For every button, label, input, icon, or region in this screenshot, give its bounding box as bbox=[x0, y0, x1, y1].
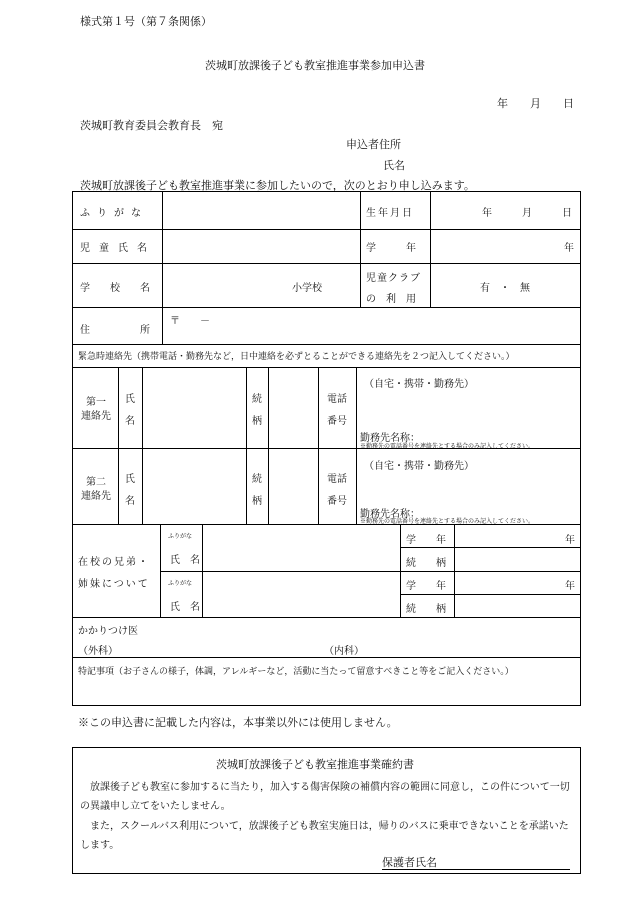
sibling2-name-field[interactable] bbox=[203, 572, 399, 616]
contact1-label-line1: 第一 bbox=[86, 397, 106, 408]
contact1-label-line2: 連絡先 bbox=[81, 411, 111, 422]
furigana-field[interactable] bbox=[163, 192, 359, 228]
sibling1-furigana-label: ふりがな bbox=[168, 533, 193, 540]
row-divider bbox=[72, 657, 581, 658]
contact2-name-field[interactable] bbox=[143, 449, 245, 523]
contact2-label-line2: 連絡先 bbox=[81, 491, 111, 502]
child-name-field[interactable] bbox=[163, 230, 359, 262]
school-suffix: 小学校 bbox=[292, 283, 322, 294]
sibling2-furigana-label: ふりがな bbox=[168, 580, 193, 587]
contact2-phone-type[interactable]: （自宅・携帯・勤務先） bbox=[364, 461, 474, 472]
name-char: 氏 bbox=[125, 474, 135, 485]
contact2-phone-label bbox=[322, 469, 352, 513]
pledge-title: 茨城町放課後子ども教室推進事業確約書 bbox=[216, 758, 414, 771]
applicant-address-label: 申込者住所 bbox=[346, 138, 401, 151]
school-label: 学 校 名 bbox=[80, 283, 150, 294]
pledge-paragraph2-line1: また，スクールバス利用について，放課後子ども教室実施日は，帰りのバスに乗車できないことを承諾いた bbox=[90, 821, 569, 832]
guardian-signature-line[interactable] bbox=[382, 869, 570, 870]
doctor-surgical-label[interactable]: （外科） bbox=[78, 646, 118, 657]
birthdate-value[interactable]: 年 月 日 bbox=[482, 208, 572, 219]
col-divider bbox=[454, 524, 455, 617]
pledge-paragraph1-line2: の異議申し立てをいたしません。 bbox=[80, 801, 231, 812]
sibling2-grade-label: 学 年 bbox=[406, 581, 446, 592]
col-divider bbox=[318, 367, 319, 524]
relation-char: 続 bbox=[252, 394, 262, 405]
contact1-name-label bbox=[123, 389, 137, 433]
row-divider bbox=[72, 263, 581, 264]
sibling1-name-label: 氏 名 bbox=[170, 555, 200, 566]
doctor-label: かかりつけ医 bbox=[78, 626, 138, 637]
sibling1-grade-unit: 年 bbox=[565, 535, 575, 546]
col-divider bbox=[430, 191, 431, 307]
privacy-note: ※この申込書に記載した内容は，本事業以外には使用しません。 bbox=[78, 716, 398, 729]
child-name-label: 児童氏名 bbox=[80, 243, 156, 254]
contact2-label bbox=[76, 476, 116, 504]
grade-unit: 年 bbox=[564, 243, 574, 254]
row-divider bbox=[400, 547, 581, 548]
contact1-workplace-note: ※勤務先の電話番号を連絡先とする場合のみ記入してください。 bbox=[360, 443, 535, 450]
row-divider bbox=[72, 307, 581, 308]
phone-char: 番号 bbox=[327, 496, 347, 507]
contact2-relation-label bbox=[250, 469, 264, 513]
contact2-label-line1: 第二 bbox=[86, 477, 106, 488]
contact1-name-field[interactable] bbox=[143, 368, 245, 448]
club-label-line2: の 利 用 bbox=[366, 294, 416, 305]
row-divider bbox=[400, 594, 581, 595]
contact1-relation-label bbox=[250, 389, 264, 433]
emergency-note: 緊急時連絡先（携帯電話・勤務先など，日中連絡を必ずとることができる連絡先を２つ記入してください。） bbox=[78, 352, 515, 362]
contact1-relation-field[interactable] bbox=[269, 368, 317, 448]
row-divider bbox=[72, 344, 581, 345]
application-form-table bbox=[72, 191, 581, 706]
name-char: 名 bbox=[125, 496, 135, 507]
name-char: 名 bbox=[125, 416, 135, 427]
col-divider bbox=[118, 367, 119, 524]
pledge-paragraph2-line2: します。 bbox=[80, 840, 120, 851]
sibling1-name-field[interactable] bbox=[203, 525, 399, 570]
contact1-phone-label bbox=[322, 389, 352, 433]
sibling1-relation-label: 続 柄 bbox=[406, 558, 446, 569]
col-divider bbox=[162, 307, 163, 344]
birthdate-label: 生年月日 bbox=[366, 208, 414, 219]
col-divider bbox=[246, 367, 247, 524]
addressee: 茨城町教育委員会教育長 宛 bbox=[80, 119, 223, 132]
form-number: 様式第１号（第７条関係） bbox=[80, 15, 212, 28]
col-divider bbox=[360, 191, 361, 307]
col-divider bbox=[356, 367, 357, 524]
furigana-label: ふりがな bbox=[80, 208, 148, 219]
contact2-relation-field[interactable] bbox=[269, 449, 317, 523]
grade-label: 学 年 bbox=[366, 243, 416, 254]
sibling2-grade-unit: 年 bbox=[565, 581, 575, 592]
pledge-paragraph1-line1: 放課後子ども教室に参加するに当たり，加入する傷害保険の補償内容の範囲に同意し，この件について一切 bbox=[90, 782, 570, 793]
special-notes-label: 特記事項（お子さんの様子，体調，アレルギーなど，活動に当たって留意すべきこと等をご記入ください。） bbox=[78, 667, 514, 677]
phone-char: 番号 bbox=[327, 416, 347, 427]
contact2-workplace-note: ※勤務先の電話番号を連絡先とする場合のみ記入してください。 bbox=[360, 518, 535, 525]
sibling2-name-label: 氏 名 bbox=[170, 602, 200, 613]
contact1-workplace-label: 勤務先名称： bbox=[360, 433, 420, 444]
row-divider bbox=[72, 617, 581, 618]
contact2-name-label bbox=[123, 469, 137, 513]
contact1-phone-type[interactable]: （自宅・携帯・勤務先） bbox=[364, 379, 474, 390]
phone-char: 電話 bbox=[327, 394, 347, 405]
form-title: 茨城町放課後子ども教室推進事業参加申込書 bbox=[205, 59, 425, 72]
applicant-name-label: 氏名 bbox=[383, 159, 405, 172]
col-divider bbox=[160, 524, 161, 617]
relation-char: 柄 bbox=[252, 416, 262, 427]
date-line: 年 月 日 bbox=[497, 97, 574, 110]
phone-char: 電話 bbox=[327, 474, 347, 485]
sibling-label-line2: 姉妹について bbox=[78, 579, 150, 590]
relation-char: 柄 bbox=[252, 496, 262, 507]
doctor-internal-label[interactable]: （内科） bbox=[324, 646, 364, 657]
intro-text: 茨城町放課後子ども教室推進事業に参加したいので，次のとおり申し込みます。 bbox=[80, 179, 475, 192]
club-options[interactable]: 有 ・ 無 bbox=[480, 283, 530, 294]
club-label-line1: 児童クラブ bbox=[366, 273, 421, 284]
relation-char: 続 bbox=[252, 474, 262, 485]
contact1-label bbox=[76, 396, 116, 424]
contact2-workplace-label: 勤務先名称： bbox=[360, 509, 420, 520]
col-divider bbox=[400, 524, 401, 617]
special-notes-field[interactable] bbox=[73, 679, 580, 705]
sibling-label-line1: 在校の兄弟・ bbox=[78, 557, 150, 568]
postal-mark[interactable]: 〒 － bbox=[170, 316, 210, 327]
sibling2-relation-label: 続 柄 bbox=[406, 604, 446, 615]
guardian-name-label: 保護者氏名 bbox=[382, 856, 437, 869]
address-label: 住 所 bbox=[80, 325, 150, 336]
name-char: 氏 bbox=[125, 394, 135, 405]
sibling1-grade-label: 学 年 bbox=[406, 535, 446, 546]
